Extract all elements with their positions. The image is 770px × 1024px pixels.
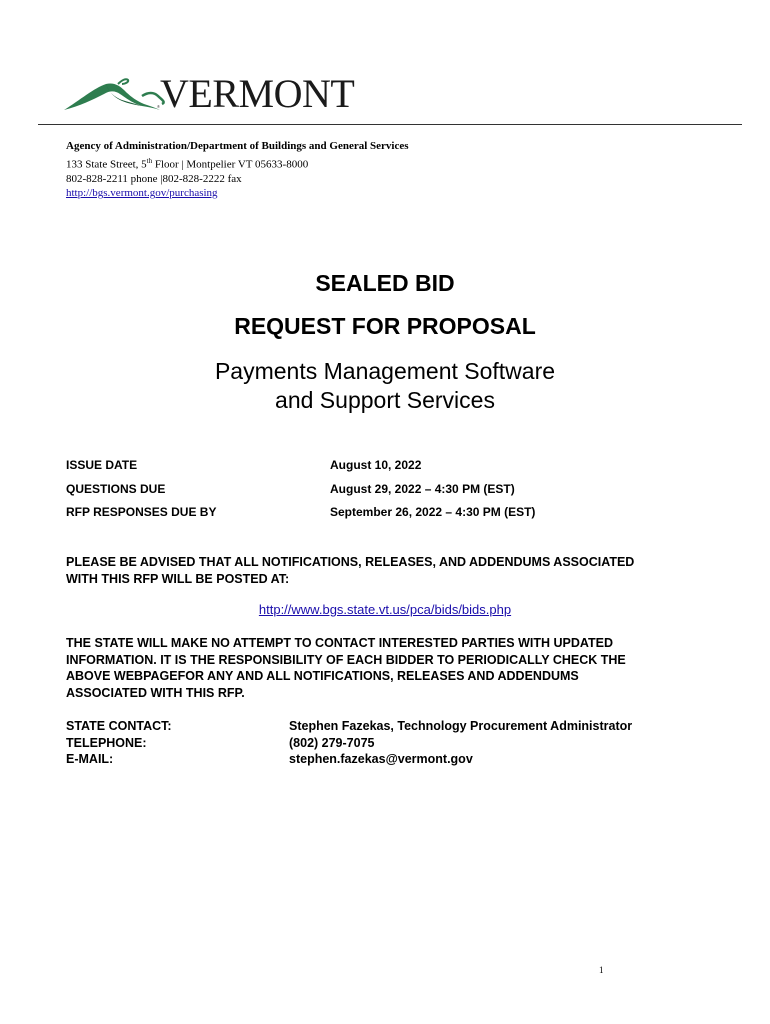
contact-value: (802) 279-7075 [289, 735, 375, 750]
date-value: August 10, 2022 [330, 458, 422, 472]
notice-paragraph [66, 554, 716, 587]
disclaimer-line: ABOVE WEBPAGEFOR ANY AND ALL NOTIFICATIONS, RELEASES AND ADDENDUMS [66, 669, 579, 683]
date-label: QUESTIONS DUE [66, 481, 166, 496]
disclaimer-paragraph [66, 635, 716, 701]
contact-label: E-MAIL: [66, 752, 114, 766]
date-label: ISSUE DATE [66, 458, 138, 472]
disclaimer-line: ASSOCIATED WITH THIS RFP. [66, 685, 245, 700]
date-row-issue [66, 458, 535, 482]
agency-phones: 802-828-2211 phone |802-828-2222 fax [66, 172, 242, 185]
state-contact-block [66, 718, 632, 768]
registered-mark: ® [157, 104, 160, 109]
agency-header [66, 139, 409, 201]
disclaimer-line: INFORMATION. IT IS THE RESPONSIBILITY OF EACH BIDDER TO PERIODICALLY CHECK THE [66, 652, 626, 667]
contact-row-telephone [66, 735, 632, 752]
contact-row-name [66, 718, 632, 735]
date-row-responses [66, 505, 535, 529]
contact-email[interactable]: stephen.fazekas@vermont.gov [289, 752, 473, 766]
agency-address [66, 154, 409, 172]
bids-webpage-link[interactable]: http://www.bgs.state.vt.us/pca/bids/bids.php [258, 602, 512, 617]
notice-line: PLEASE BE ADVISED THAT ALL NOTIFICATIONS, RELEASES, AND ADDENDUMS ASSOCIATED [66, 555, 635, 569]
page-number: 1 [599, 965, 604, 975]
disclaimer-line: THE STATE WILL MAKE NO ATTEMPT TO CONTACT INTERESTED PARTIES WITH UPDATED [66, 636, 613, 650]
vermont-wordmark: VERMONT [160, 71, 355, 116]
date-value: August 29, 2022 – 4:30 PM (EST) [330, 481, 515, 496]
bids-link-line [0, 602, 770, 617]
agency-address-street: 133 State Street, 5 [66, 158, 147, 171]
agency-address-ordinal: th [146, 156, 153, 165]
header-divider [38, 124, 742, 125]
date-value: September 26, 2022 – 4:30 PM (EST) [330, 505, 536, 519]
subtitle-line1: Payments Management Software [214, 358, 556, 384]
contact-label: TELEPHONE: [66, 735, 147, 750]
title-sealed-bid: SEALED BID [315, 270, 455, 296]
agency-name: Agency of Administration/Department of Buildings and General Services [66, 140, 409, 152]
notice-line: WITH THIS RFP WILL BE POSTED AT: [66, 571, 290, 586]
date-row-questions [66, 482, 535, 506]
subtitle-line2: and Support Services [275, 387, 495, 413]
agency-address-city: Floor | Montpelier VT 05633-8000 [152, 158, 309, 171]
key-dates [66, 458, 535, 529]
date-label: RFP RESPONSES DUE BY [66, 505, 217, 519]
agency-website-link[interactable]: http://bgs.vermont.gov/purchasing [66, 187, 218, 200]
title-rfp: REQUEST FOR PROPOSAL [234, 313, 536, 339]
contact-value: Stephen Fazekas, Technology Procurement Administrator [289, 719, 633, 733]
contact-row-email [66, 751, 632, 768]
contact-label: STATE CONTACT: [66, 719, 172, 733]
